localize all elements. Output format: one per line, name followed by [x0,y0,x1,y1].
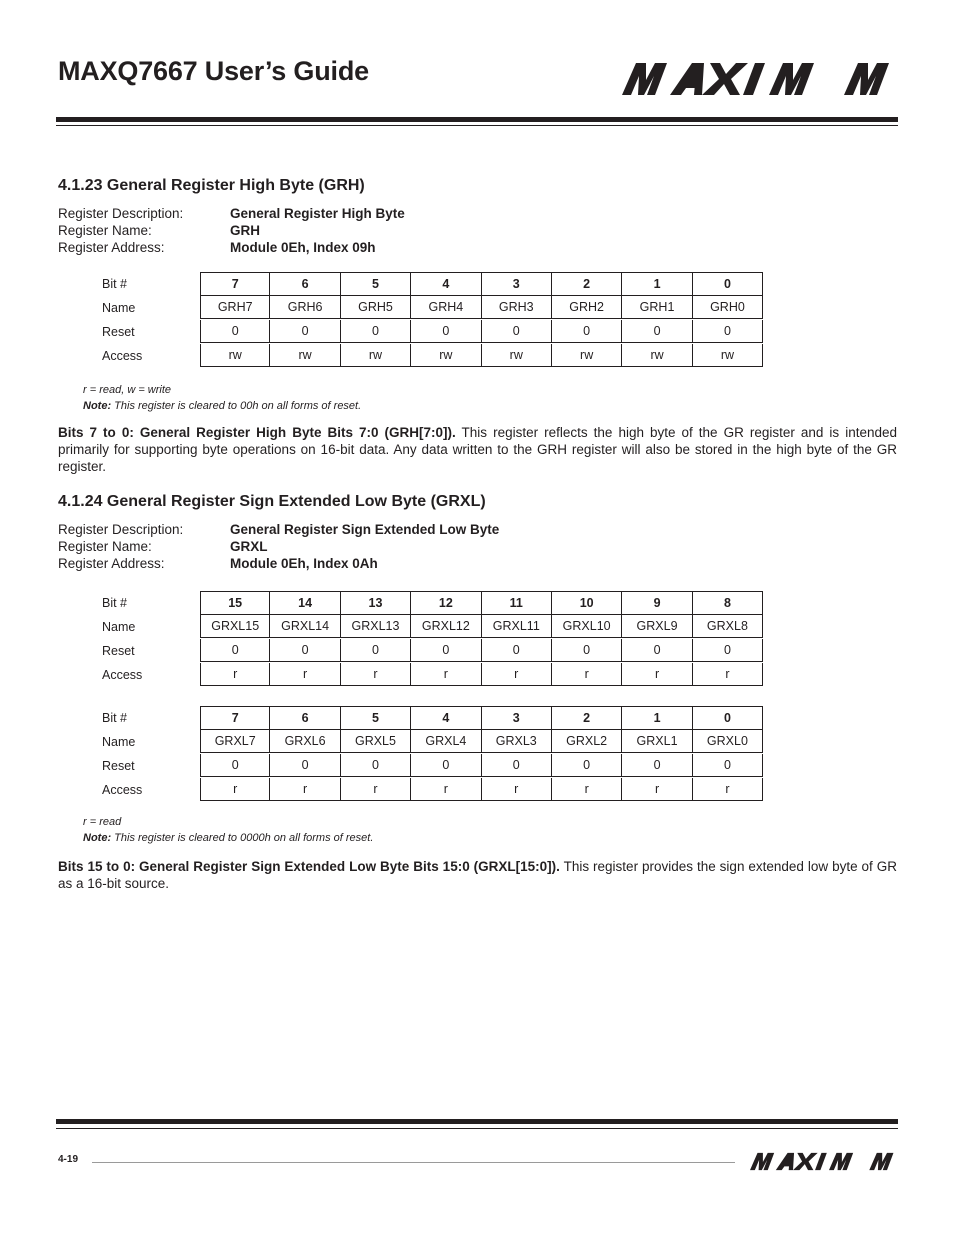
reset-value-cell: 0 [482,639,552,662]
note-label: Note: [83,832,112,844]
row-label: Bit # [102,711,128,725]
register-table-grh [102,272,763,368]
maxim-logo [622,62,890,96]
bit-number-cell: 8 [693,591,763,615]
info-label: Register Description: [58,206,184,221]
reset-value-cell: 0 [552,639,622,662]
bit-number-cell: 11 [482,591,552,615]
note-text: This register is cleared to 0000h on all forms of reset. [111,832,374,844]
bit-number-cell: 5 [341,272,411,296]
maxim-footer-logo [750,1152,894,1171]
bit-description-text: This register reflects the high byte of the GR register and is intended primarily for supporting byte operations on 16-bit data. Any data written to the GRH register will also be stored in the high byte of the GR register. [58,425,898,474]
bit-name-cell: GRXL8 [693,615,763,638]
register-row-names [102,730,763,754]
bit-number-cell: 2 [552,272,622,296]
register-info-grh [58,205,405,256]
register-row-access [102,344,763,368]
row-label: Reset [102,325,135,339]
bit-description-grxl [58,858,897,892]
bit-name-cell: GRH6 [270,296,340,319]
reset-value-cell: 0 [270,754,340,777]
bit-name-cell: GRXL13 [341,615,411,638]
access-cell: rw [341,344,411,367]
bit-name-cell: GRH7 [200,296,270,319]
reset-value-cell: 0 [200,639,270,662]
reset-value-cell: 0 [693,754,763,777]
bit-number-cell: 12 [411,591,481,615]
access-cell: rw [693,344,763,367]
bit-name-cell: GRXL6 [270,730,340,753]
bit-name-cell: GRH5 [341,296,411,319]
bit-number-cell: 15 [200,591,270,615]
note-label: Note: [83,400,112,412]
reset-value-cell: 0 [341,639,411,662]
reset-value-cell: 0 [341,754,411,777]
bit-name-cell: GRXL12 [411,615,481,638]
reset-value-cell: 0 [622,754,692,777]
register-row-access [102,663,763,687]
register-table-grxl-high [102,591,763,687]
reset-value-cell: 0 [270,639,340,662]
bit-number-cell: 5 [341,706,411,730]
bit-name-cell: GRXL7 [200,730,270,753]
bit-number-cell: 3 [482,706,552,730]
reset-value-cell: 0 [200,320,270,343]
access-cell: r [341,778,411,801]
bit-number-cell: 1 [622,272,692,296]
bit-name-cell: GRH0 [693,296,763,319]
info-label: Register Address: [58,556,165,571]
bit-name-cell: GRXL14 [270,615,340,638]
access-cell: r [341,663,411,686]
bit-name-cell: GRXL0 [693,730,763,753]
bit-number-cell: 9 [622,591,692,615]
bit-name-cell: GRH3 [482,296,552,319]
row-label: Access [102,668,143,682]
bit-number-cell: 0 [693,272,763,296]
reset-value-cell: 0 [552,320,622,343]
bit-number-cell: 2 [552,706,622,730]
access-cell: r [482,778,552,801]
footer-rule-thin [56,1128,898,1129]
reset-value-cell: 0 [411,639,481,662]
info-label: Register Name: [58,539,152,554]
reset-value-cell: 0 [482,320,552,343]
access-cell: r [622,778,692,801]
bit-name-cell: GRXL1 [622,730,692,753]
access-cell: rw [200,344,270,367]
reset-value-cell: 0 [622,320,692,343]
register-row-bits [102,706,763,730]
row-label: Access [102,783,143,797]
bit-description-heading: Bits 7 to 0: General Register High Byte Bits 7:0 (GRH[7:0]). [58,425,456,440]
reset-value-cell: 0 [411,320,481,343]
access-cell: rw [552,344,622,367]
row-label: Bit # [102,277,128,291]
info-label: Register Name: [58,223,152,238]
bit-name-cell: GRXL2 [552,730,622,753]
row-label: Name [102,735,136,749]
register-info-grxl [58,521,499,572]
page-number: 4-19 [58,1154,79,1165]
access-cell: r [270,778,340,801]
info-value: Module 0Eh, Index 0Ah [230,556,378,571]
register-row-names [102,615,763,639]
register-row-names [102,296,763,320]
bit-description-grh [58,424,897,475]
row-label: Access [102,349,143,363]
reset-value-cell: 0 [411,754,481,777]
bit-number-cell: 4 [411,272,481,296]
info-value: GRH [230,223,260,238]
reset-note [83,398,361,414]
bit-name-cell: GRH1 [622,296,692,319]
bit-name-cell: GRXL10 [552,615,622,638]
bit-description-text: This register provides the sign extended low byte of GR as a 16-bit source. [58,859,897,891]
row-label: Reset [102,644,135,658]
access-cell: r [411,778,481,801]
row-label: Reset [102,759,135,773]
register-row-bits [102,591,763,615]
reset-value-cell: 0 [693,639,763,662]
access-cell: r [200,778,270,801]
reset-value-cell: 0 [270,320,340,343]
reset-value-cell: 0 [552,754,622,777]
access-cell: rw [622,344,692,367]
access-cell: r [693,663,763,686]
register-table-grxl-low [102,706,763,802]
bit-number-cell: 3 [482,272,552,296]
access-cell: r [622,663,692,686]
access-cell: r [482,663,552,686]
bit-name-cell: GRXL4 [411,730,481,753]
info-label: Register Description: [58,522,184,537]
header-rule-thin [56,125,898,126]
access-cell: r [552,663,622,686]
section-title-grxl: 4.1.24 General Register Sign Extended Low Byte (GRXL) [58,493,486,510]
bit-name-cell: GRH4 [411,296,481,319]
info-value: GRXL [230,539,268,554]
info-value: Module 0Eh, Index 09h [230,240,376,255]
bit-name-cell: GRXL5 [341,730,411,753]
bit-name-cell: GRXL9 [622,615,692,638]
bit-number-cell: 1 [622,706,692,730]
page-title: MAXQ7667 User’s Guide [58,56,369,86]
bit-number-cell: 0 [693,706,763,730]
reset-note [83,830,373,846]
reset-value-cell: 0 [200,754,270,777]
row-label: Name [102,620,136,634]
access-cell: rw [270,344,340,367]
bit-number-cell: 14 [270,591,340,615]
register-row-bits [102,272,763,296]
bit-description-heading: Bits 15 to 0: General Register Sign Extended Low Byte Bits 15:0 (GRXL[15:0]). [58,859,560,874]
footer-divider [92,1162,735,1163]
bit-name-cell: GRH2 [552,296,622,319]
bit-number-cell: 7 [200,706,270,730]
bit-name-cell: GRXL15 [200,615,270,638]
access-cell: r [552,778,622,801]
info-value: General Register High Byte [230,206,405,221]
note-text: This register is cleared to 00h on all forms of reset. [111,400,362,412]
bit-name-cell: GRXL11 [482,615,552,638]
access-cell: rw [482,344,552,367]
header-rule [56,117,898,122]
info-value: General Register Sign Extended Low Byte [230,522,500,537]
reset-value-cell: 0 [341,320,411,343]
bit-number-cell: 4 [411,706,481,730]
access-legend: r = read, w = write [83,384,172,396]
access-cell: r [200,663,270,686]
register-row-reset [102,639,763,663]
access-cell: r [693,778,763,801]
row-label: Bit # [102,596,128,610]
register-row-reset [102,320,763,344]
bit-number-cell: 10 [552,591,622,615]
bit-number-cell: 13 [341,591,411,615]
section-title-grh: 4.1.23 General Register High Byte (GRH) [58,177,365,194]
register-row-access [102,778,763,802]
access-legend: r = read [83,816,122,828]
access-cell: r [270,663,340,686]
reset-value-cell: 0 [482,754,552,777]
bit-number-cell: 6 [270,706,340,730]
reset-value-cell: 0 [622,639,692,662]
reset-value-cell: 0 [693,320,763,343]
bit-number-cell: 6 [270,272,340,296]
access-cell: rw [411,344,481,367]
footer-rule [56,1119,898,1124]
bit-number-cell: 7 [200,272,270,296]
info-label: Register Address: [58,240,165,255]
register-row-reset [102,754,763,778]
access-cell: r [411,663,481,686]
row-label: Name [102,301,136,315]
bit-name-cell: GRXL3 [482,730,552,753]
